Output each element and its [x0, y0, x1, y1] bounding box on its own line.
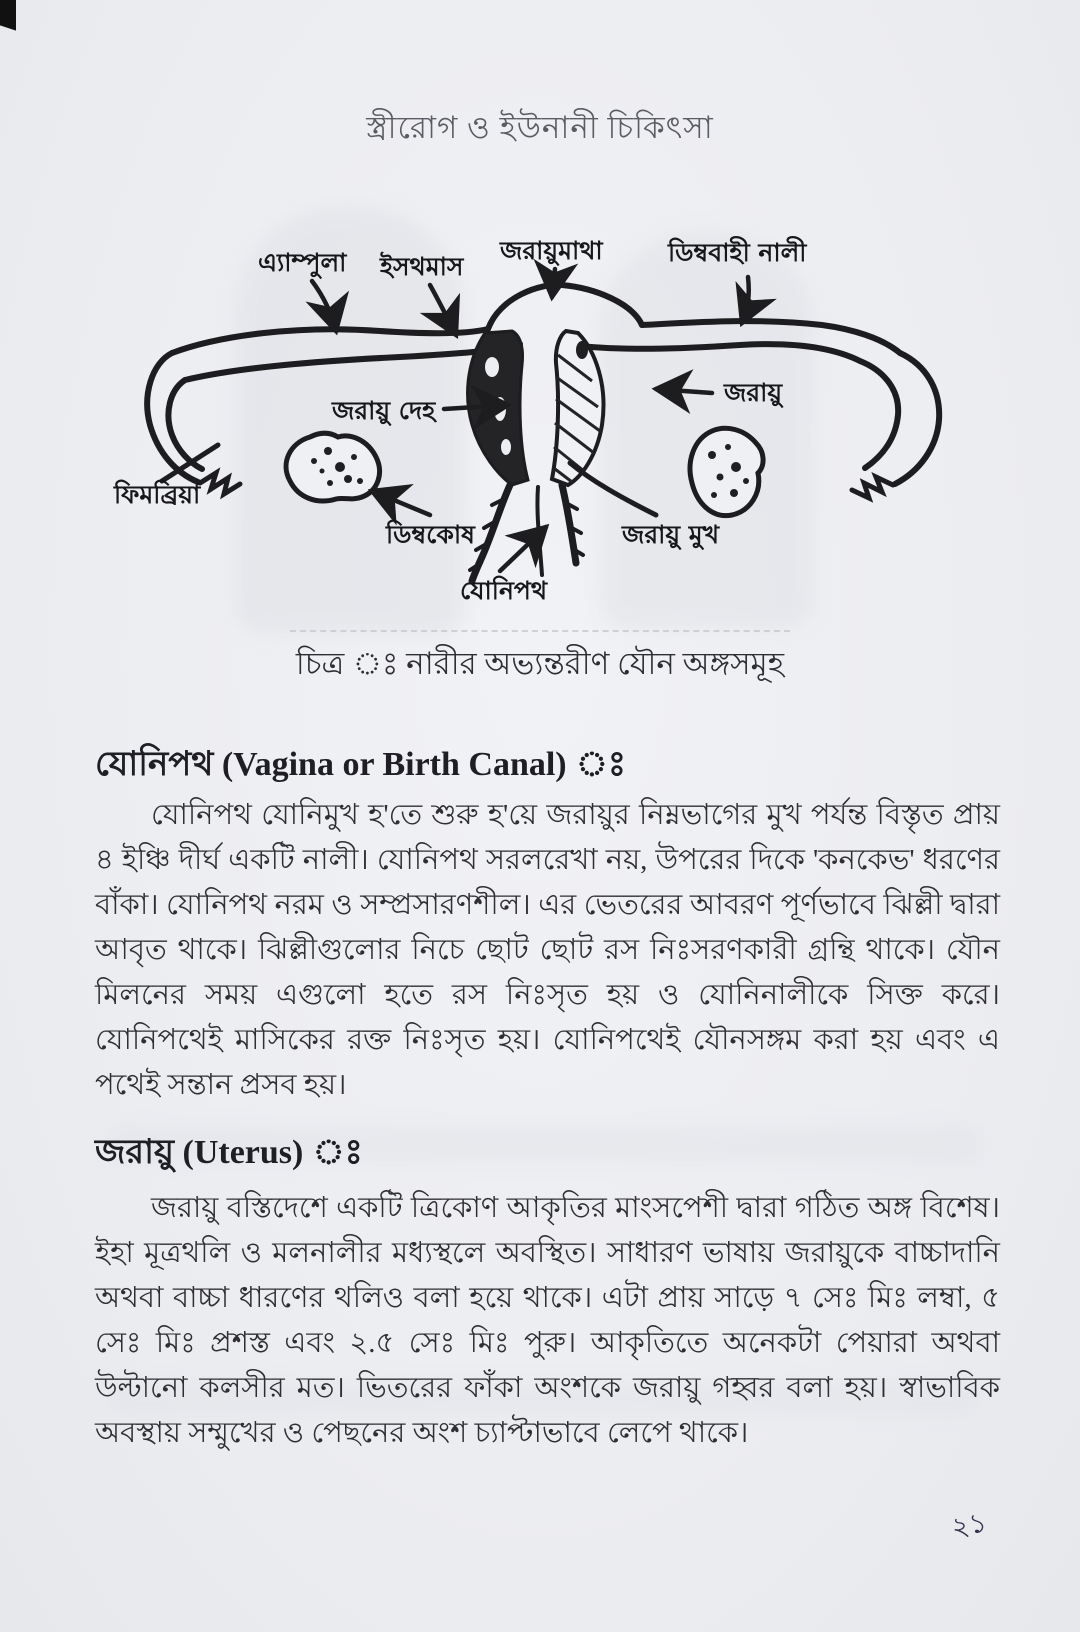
scan-fold-line — [290, 630, 790, 632]
label-ovary: ডিম্বকোষ — [386, 520, 475, 549]
label-fallopian-tube: ডিম্ববাহী নালী — [668, 238, 807, 267]
left-ovary — [286, 433, 379, 501]
label-vagina: যোনিপথ — [460, 576, 548, 605]
label-isthmus: ইসথমাস — [380, 252, 464, 281]
uterus-right-lobe — [552, 331, 603, 485]
section-heading-vagina: যোনিপথ (Vagina or Birth Canal) ঃ — [95, 746, 627, 783]
label-ampulla: এ্যাম্পুলা — [258, 248, 347, 277]
anatomy-diagram-svg — [100, 185, 980, 615]
page-number: ২১ — [949, 1507, 990, 1544]
vaginal-canal — [470, 485, 583, 581]
figure-caption: চিত্র ঃ নারীর অভ্যন্তরীণ যৌন অঙ্গসমূহ — [295, 646, 785, 681]
label-uterus-body: জরায়ু দেহ — [332, 396, 436, 425]
anatomy-diagram — [100, 185, 980, 615]
running-head: স্ত্রীরোগ ও ইউনানী চিকিৎসা — [366, 110, 714, 145]
section-heading-uterus: জরায়ু (Uterus) ঃ — [95, 1134, 363, 1171]
right-ovary — [690, 428, 763, 515]
fallopian-tube-outline — [147, 285, 939, 498]
label-cervix: জরায়ু মুখ — [622, 520, 720, 549]
label-fundus: জরায়ুমাথা — [500, 236, 603, 265]
scan-corner-artifact — [0, 0, 16, 31]
section-body-uterus: জরায়ু বস্তিদেশে একটি ত্রিকোণ আকৃতির মাংসপেশী দ্বারা গঠিত অঙ্গ বিশেষ। ইহা মূত্রথলি ও মলনালীর মধ্যস্থলে অবস্থিত। সাধারণ ভাষায় জরায়ুকে বাচ্চাদানি অথবা বাচ্চা ধারণের থলিও বলা হয়ে থাকে। এটা প্রায় সাড়ে ৭ সেঃ মিঃ লম্বা, ৫ সেঃ মিঃ প্রশস্ত এবং ২.৫ সেঃ মিঃ পুরু। আকৃতিতে অনেকটা পেয়ারা অথবা উল্টানো কলসীর মত। ভিতরের ফাঁকা অংশকে জরায়ু গহ্বর বলা হয়। স্বাভাবিক অবস্থায় সম্মুখের ও পেছনের অংশ চ্যাপ্টাভাবে লেপে থাকে। — [95, 1192, 1000, 1449]
label-uterus: জরায়ু — [724, 378, 783, 407]
label-fimbria: ফিমব্রিয়া — [114, 480, 201, 509]
section-body-vagina: যোনিপথ যোনিমুখ হ'তে শুরু হ'য়ে জরায়ুর নিম্নভাগের মুখ পর্যন্ত বিস্তৃত প্রায় ৪ ইঞ্চি দীর্ঘ একটি নালী। যোনিপথ সরলরেখা নয়, উপরের দিকে 'কনকেভ' ধরণের বাঁকা। যোনিপথ নরম ও সম্প্রসারণশীল। এর ভেতরের আবরণ পূর্ণভাবে ঝিল্লী দ্বারা আবৃত থাকে। ঝিল্লীগুলোর নিচে ছোট ছোট রস নিঃসরণকারী গ্রন্থি থাকে। যৌন মিলনের সময় এগুলো হতে রস নিঃসৃত হয় ও যোনিনালীকে সিক্ত করে। যোনিপথেই মাসিকের রক্ত নিঃসৃত হয়। যোনিপথেই যৌনসঙ্গম করা হয় এবং এ পথেই সন্তান প্রসব হয়। — [95, 799, 1000, 1101]
